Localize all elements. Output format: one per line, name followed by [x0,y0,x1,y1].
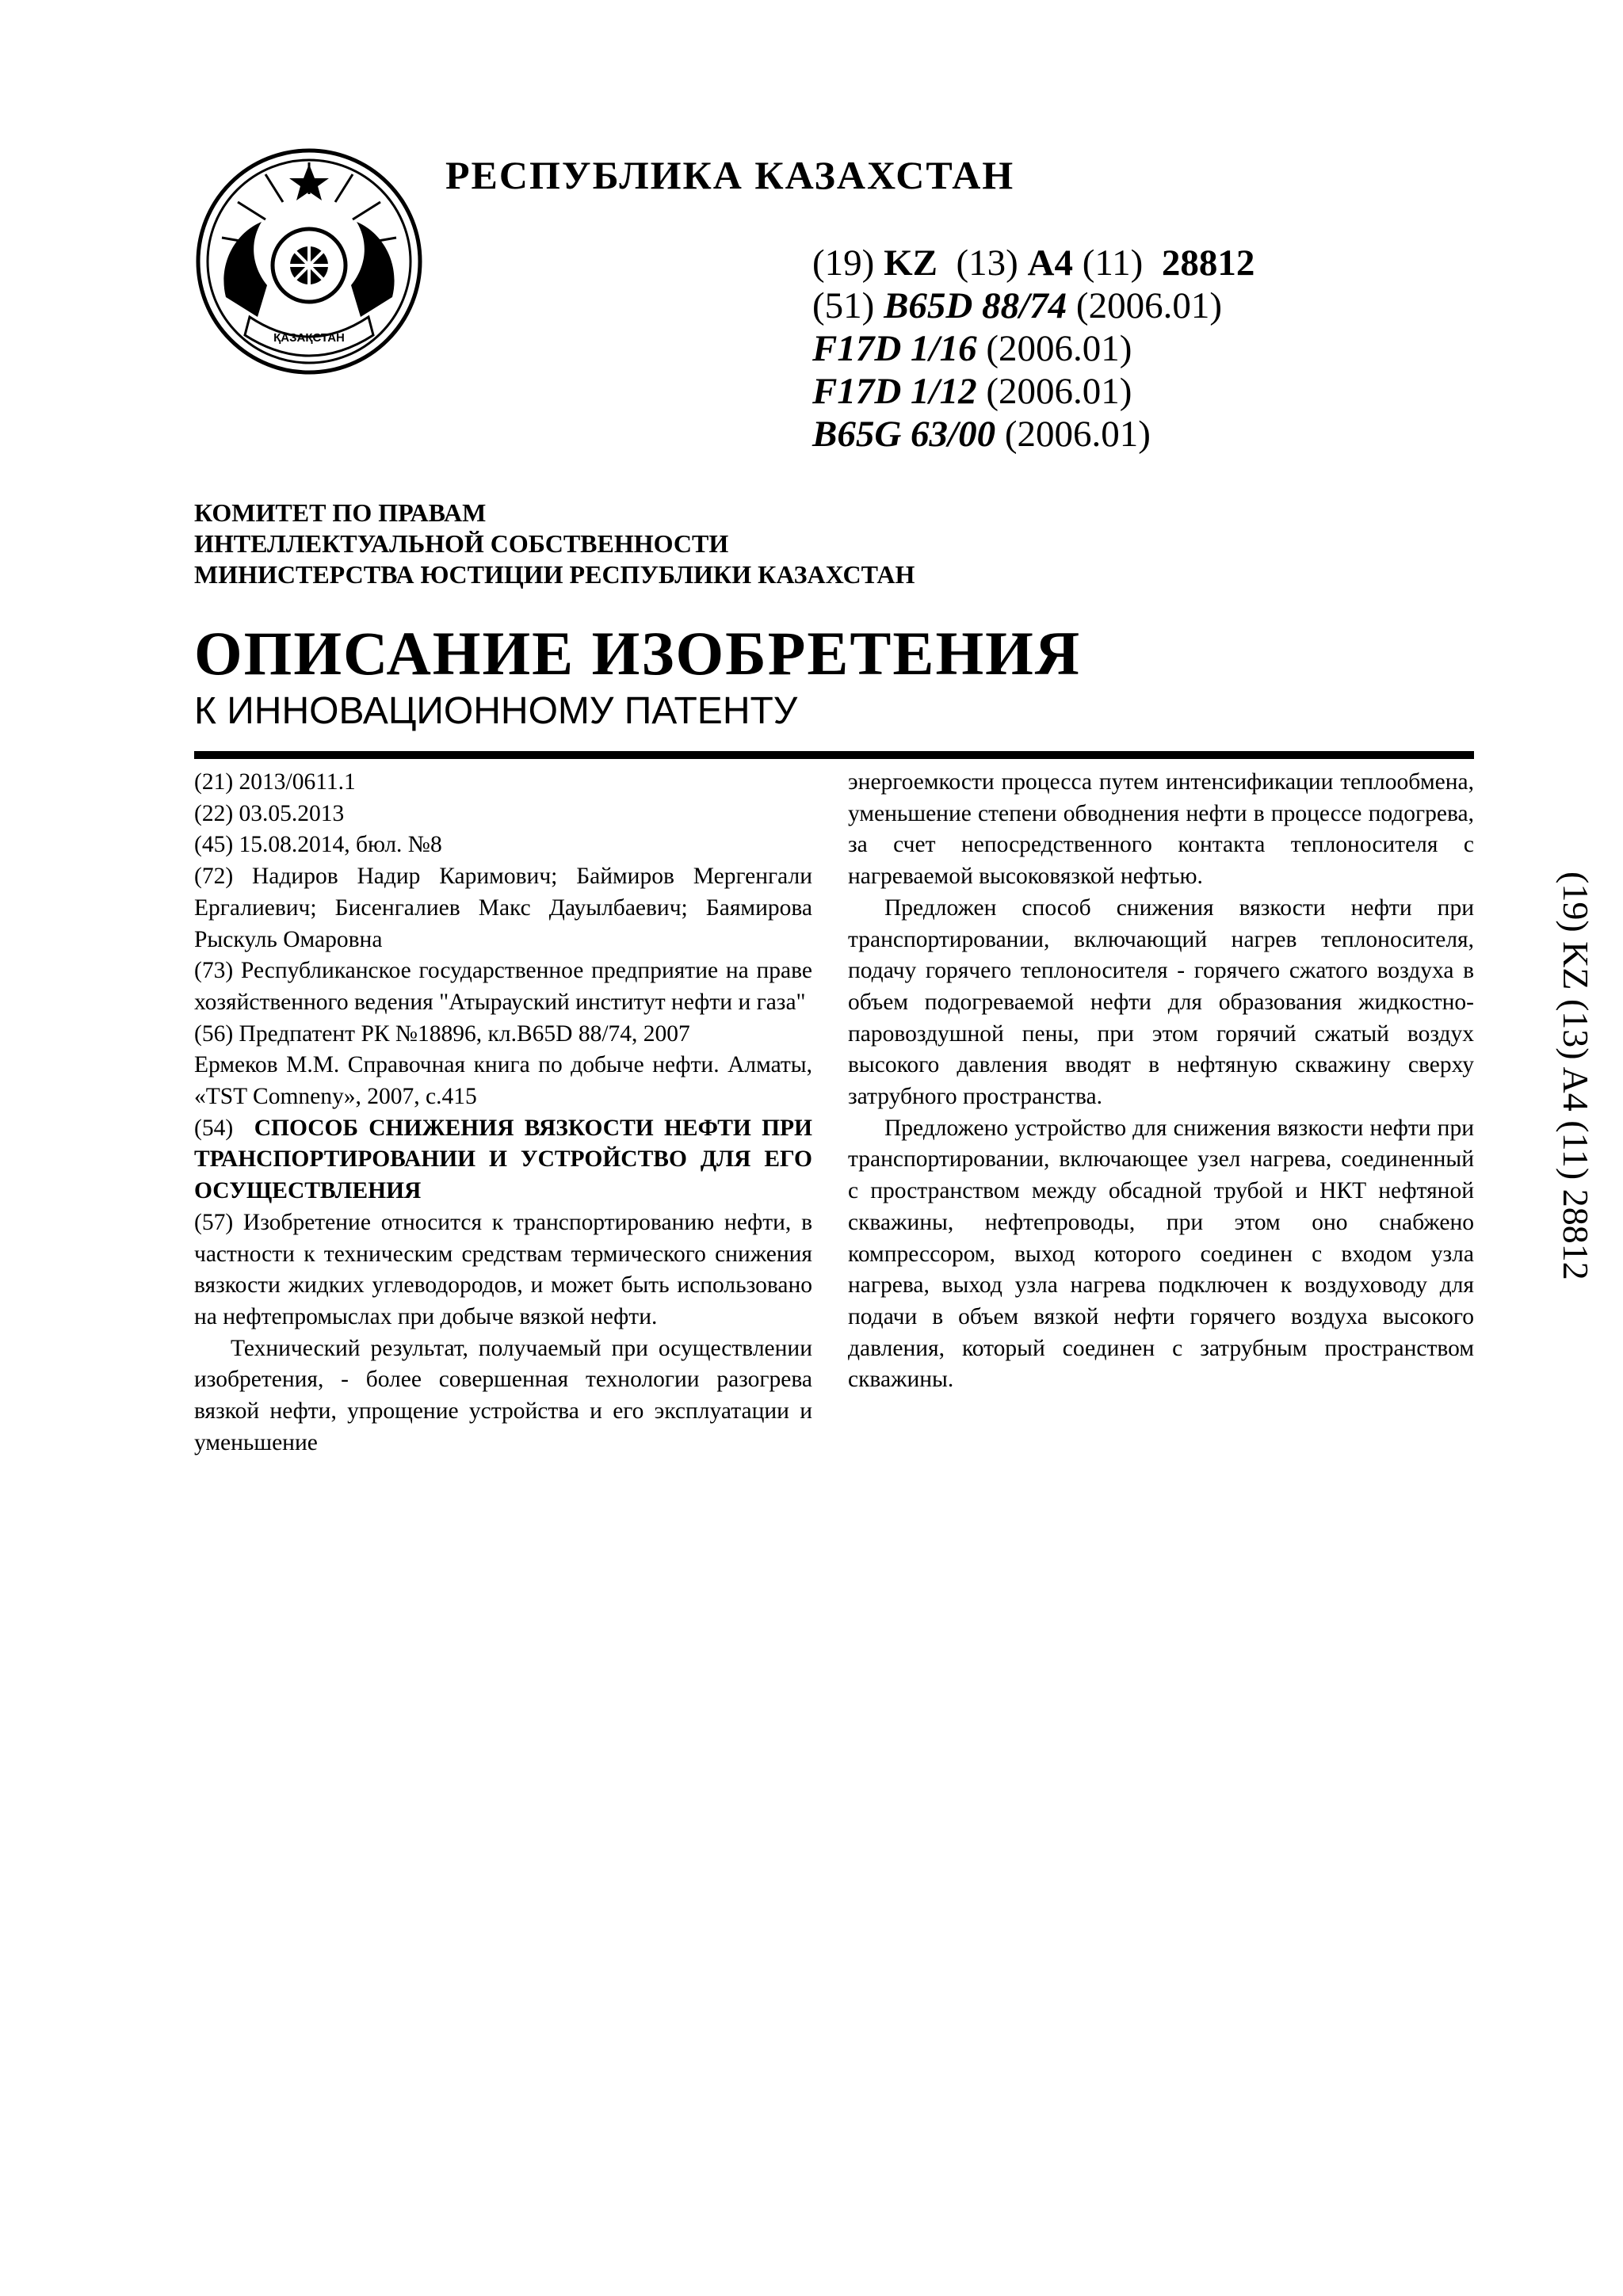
abstract-paragraph: Технический результат, получаемый при осуществлении изобретения, - более совершенная технологии разогрева вязкой нефти, упрощение устройства и его эксплуатации и уменьшение [194,1335,812,1455]
patent-number: 28812 [1161,242,1255,284]
document-subtitle: К ИННОВАЦИОННОМУ ПАТЕНТУ [194,690,798,732]
document-title: ОПИСАНИЕ ИЗОБРЕТЕНИЯ [194,619,1082,688]
field-22: (22) 03.05.2013 [194,800,345,826]
side-code-text: (19) KZ (13) A4 (11) 28812 [1556,871,1596,1280]
field-57-abstract: (57) Изобретение относится к транспортированию нефти, в частности к техническим средствам термического снижения вязкости жидких углеводородов, и может быть использовано на нефтепромыслах при добыче вязкой нефти. [194,1209,812,1329]
emblem-icon [194,147,424,376]
ipc-row [812,413,1254,456]
side-publication-code [1549,871,1597,1315]
ipc-class: B65D 88/74 [884,285,1067,326]
ipc-version: (2006.01) [986,328,1132,369]
committee-line: МИНИСТЕРСТВА ЮСТИЦИИ РЕСПУБЛИКИ КАЗАХСТАН [194,560,915,589]
abstract-paragraph: Предложен способ снижения вязкости нефти при транспортировании, включающий нагрев теплоносителя, подачу горячего теплоносителя - горячего сжатого воздуха в объем подогреваемой нефти для образования жидкостно-паровоздушной пены, при этом горячий сжатый воздух высокого давления вводят в нефтяную скважину сверху затрубного пространства. [848,894,1474,1110]
ipc-version: (2006.01) [1004,414,1151,455]
ipc-row: (51) B65D 88/74 (2006.01) [812,285,1222,326]
field-45: (45) 15.08.2014, бюл. №8 [194,832,442,858]
committee-line: ИНТЕЛЛЕКТУАЛЬНОЙ СОБСТВЕННОСТИ [194,529,729,558]
ipc-version: (2006.01) [1075,285,1222,326]
publication-codes-row: (19) KZ (13) A4 (11) 28812 [812,242,1255,284]
invention-title: СПОСОБ СНИЖЕНИЯ ВЯЗКОСТИ НЕФТИ ПРИ ТРАНСПОРТИРОВАНИИ И УСТРОЙСТВО ДЛЯ ЕГО ОСУЩЕСТВЛЕНИЯ [194,1115,813,1204]
issuing-committee [194,498,915,590]
ipc-class: F17D 1/12 [812,371,977,412]
left-column [194,767,812,1459]
ipc-class: F17D 1/16 [812,328,977,369]
kind-code: A4 [1027,242,1073,284]
ipc-version: (2006.01) [986,371,1132,412]
bibliographic-codes [812,242,1254,456]
country-name: РЕСПУБЛИКА КАЗАХСТАН [445,153,1015,197]
committee-line: КОМИТЕТ ПО ПРАВАМ [194,498,487,527]
ipc-class: B65G 63/00 [812,414,996,455]
ipc-row [812,370,1254,413]
field-54-title: (54) СПОСОБ СНИЖЕНИЯ ВЯЗКОСТИ НЕФТИ ПРИ ТРАНСПОРТИРОВАНИИ И УСТРОЙСТВО ДЛЯ ЕГО ОСУЩЕСТВЛЕНИЯ [194,1115,813,1204]
field-73-owner: (73) Республиканское государственное предприятие на праве хозяйственного ведения "Атырауский институт нефти и газа" [194,958,812,1015]
field-72-inventors: (72) Надиров Надир Каримович; Баймиров Мергенгали Ергалиевич; Бисенгалиев Макс Дауылбаевич; Баямирова Рыскуль Омаровна [194,864,812,952]
field-56-reference: Ермеков М.М. Справочная книга по добыче нефти. Алматы, «TST Comneny», 2007, с.415 [194,1052,812,1110]
header-divider [194,751,1474,759]
state-emblem [194,147,424,376]
field-21: (21) 2013/0611.1 [194,769,356,795]
abstract-paragraph: энергоемкости процесса путем интенсификации теплообмена, уменьшение степени обводнения нефти в процессе подогрева, за счет непосредственного контакта теплоносителя с нагреваемой высоковязкой нефтью. [848,769,1474,890]
right-column [848,767,1474,1396]
ipc-row [812,327,1254,370]
svg-text:ҚАЗАҚСТАН: ҚАЗАҚСТАН [273,331,345,345]
country-code: KZ [884,242,938,284]
abstract-paragraph: Предложено устройство для снижения вязкости нефти при транспортировании, включающее узел нагрева, соединенный с пространством между обсадной трубой и НКТ нефтяной скважины, нефтепроводы, при этом оно снабжено компрессором, выход которого соединен с входом узла нагрева, выход узла нагрева подключен к воздуховоду для подачи в объем вязкой нефти горячего воздуха высокого давления, который соединен с затрубным пространством скважины. [848,1115,1474,1393]
field-56-reference: (56) Предпатент РК №18896, кл.B65D 88/74, 2007 [194,1020,690,1047]
